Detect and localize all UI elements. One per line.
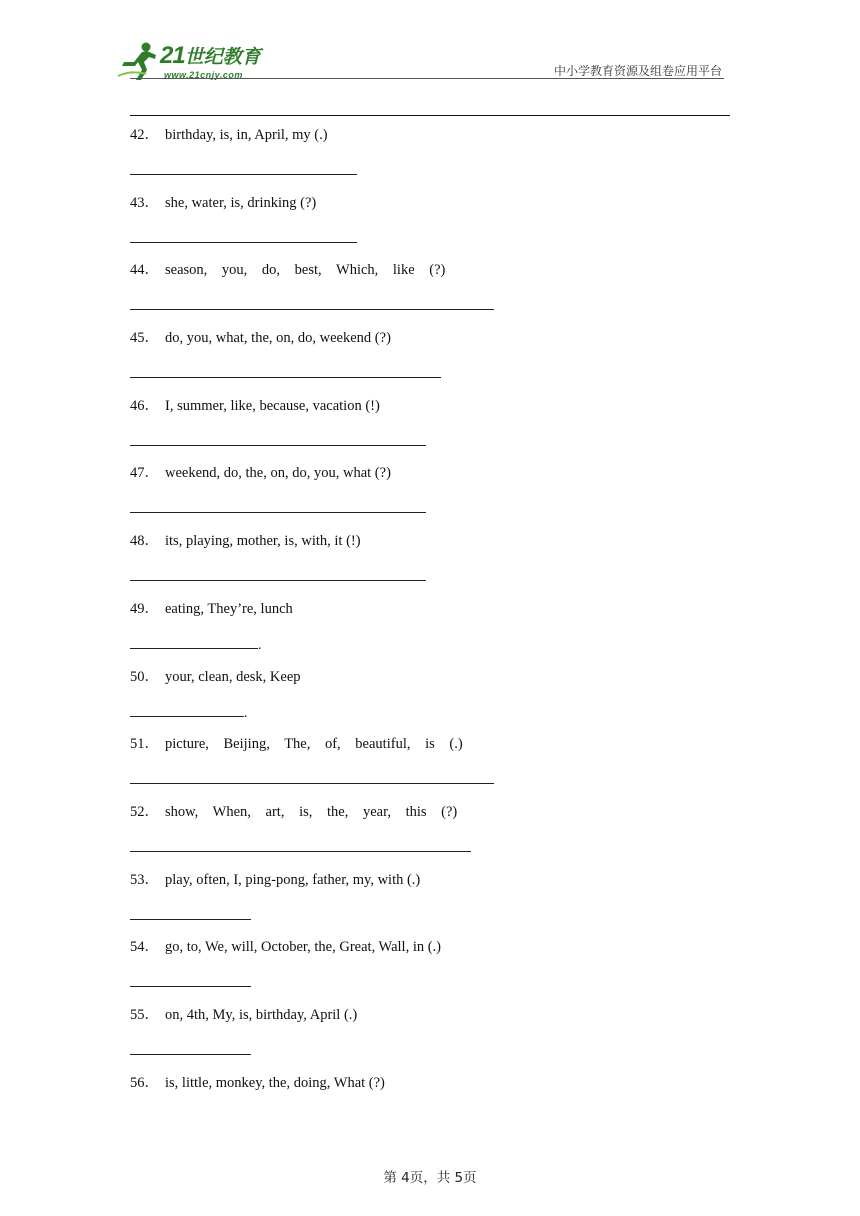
question-number: 53． (130, 871, 159, 888)
answer-line[interactable] (130, 174, 357, 175)
content-top-rule (130, 115, 730, 116)
question-text (130, 1074, 385, 1092)
question-number: 54． (130, 939, 159, 956)
question-text (130, 261, 445, 279)
question-words: is, little, monkey, the, doing, What (?) (165, 1074, 385, 1091)
question-number: 56． (130, 1074, 159, 1091)
logo-number: 21 (160, 42, 185, 69)
answer-line[interactable] (130, 919, 251, 920)
answer-line[interactable] (130, 377, 441, 378)
question-words: do, you, what, the, on, do, weekend (?) (165, 330, 391, 347)
header-rule (130, 78, 724, 79)
question-number: 42． (130, 127, 159, 143)
question-words: weekend, do, the, on, do, you, what (?) (165, 465, 391, 482)
question-words: show, When, art, is, the, year, this (?) (165, 803, 458, 820)
question-words: picture, Beijing, The, of, beautiful, is (.) (165, 736, 463, 753)
question-number: 45． (130, 330, 159, 347)
logo-chinese: 世纪教育 (184, 47, 261, 68)
question-number: 52． (130, 803, 159, 820)
question-item (130, 464, 730, 532)
question-item (130, 261, 730, 329)
question-text (130, 668, 301, 686)
question-item (130, 532, 730, 600)
question-words: go, to, We, will, October, the, Great, Wall, in (.) (165, 939, 442, 956)
question-words: I, summer, like, because, vacation (!) (165, 397, 380, 414)
question-number: 50． (130, 668, 159, 685)
question-text (130, 329, 391, 347)
question-text (130, 803, 457, 821)
question-text (130, 397, 380, 415)
question-number: 44． (130, 262, 159, 279)
question-number: 43． (130, 194, 159, 211)
question-text (130, 532, 361, 550)
question-text (130, 735, 463, 753)
question-words: play, often, I, ping-pong, father, my, with (.) (165, 871, 421, 888)
question-words: season, you, do, best, Which, like (?) (165, 262, 446, 279)
question-item (130, 194, 730, 262)
answer-line[interactable] (130, 1054, 251, 1055)
answer-line[interactable] (130, 851, 471, 852)
question-item (130, 803, 730, 871)
question-item (130, 668, 730, 736)
question-text (130, 464, 391, 482)
logo-url: www.21cnjy.com (164, 70, 243, 80)
question-item (130, 329, 730, 397)
question-item (130, 871, 730, 939)
question-number: 51． (130, 736, 159, 753)
question-item (130, 735, 730, 803)
question-words: eating, They’re, lunch (165, 600, 293, 617)
logo-wordmark (160, 42, 261, 70)
question-words: your, clean, desk, Keep (165, 668, 301, 685)
question-item (130, 397, 730, 465)
answer-line[interactable] (130, 648, 258, 649)
question-item (130, 1074, 730, 1142)
question-number: 46． (130, 397, 159, 414)
answer-line[interactable] (130, 986, 251, 987)
question-number: 49． (130, 600, 159, 617)
question-item (130, 126, 730, 194)
question-text (130, 600, 293, 618)
question-words: she, water, is, drinking (?) (165, 194, 317, 211)
page-header (0, 0, 860, 120)
answer-line[interactable] (130, 580, 426, 581)
question-item (130, 1006, 730, 1074)
question-words: its, playing, mother, is, with, it (!) (165, 533, 361, 550)
question-text (130, 1006, 357, 1024)
question-text (130, 194, 316, 212)
question-words: birthday, is, in, April, my (.) (165, 127, 328, 143)
answer-line[interactable] (130, 716, 244, 717)
answer-period: . (244, 705, 248, 721)
question-text (130, 871, 420, 889)
question-list (130, 126, 730, 1141)
question-number: 47． (130, 465, 159, 482)
answer-line[interactable] (130, 445, 426, 446)
question-words: on, 4th, My, is, birthday, April (.) (165, 1006, 358, 1023)
answer-line[interactable] (130, 783, 494, 784)
header-tagline: 中小学教育资源及组卷应用平台 (553, 64, 722, 78)
answer-period: . (258, 637, 262, 653)
question-item (130, 600, 730, 668)
question-item (130, 938, 730, 1006)
question-number: 55． (130, 1006, 159, 1023)
page-number: 第 4页，共 5页 (383, 1170, 477, 1186)
answer-line[interactable] (130, 242, 357, 243)
question-number: 48． (130, 533, 159, 550)
answer-line[interactable] (130, 309, 494, 310)
question-text (130, 126, 328, 144)
answer-line[interactable] (130, 512, 426, 513)
question-text (130, 938, 441, 956)
